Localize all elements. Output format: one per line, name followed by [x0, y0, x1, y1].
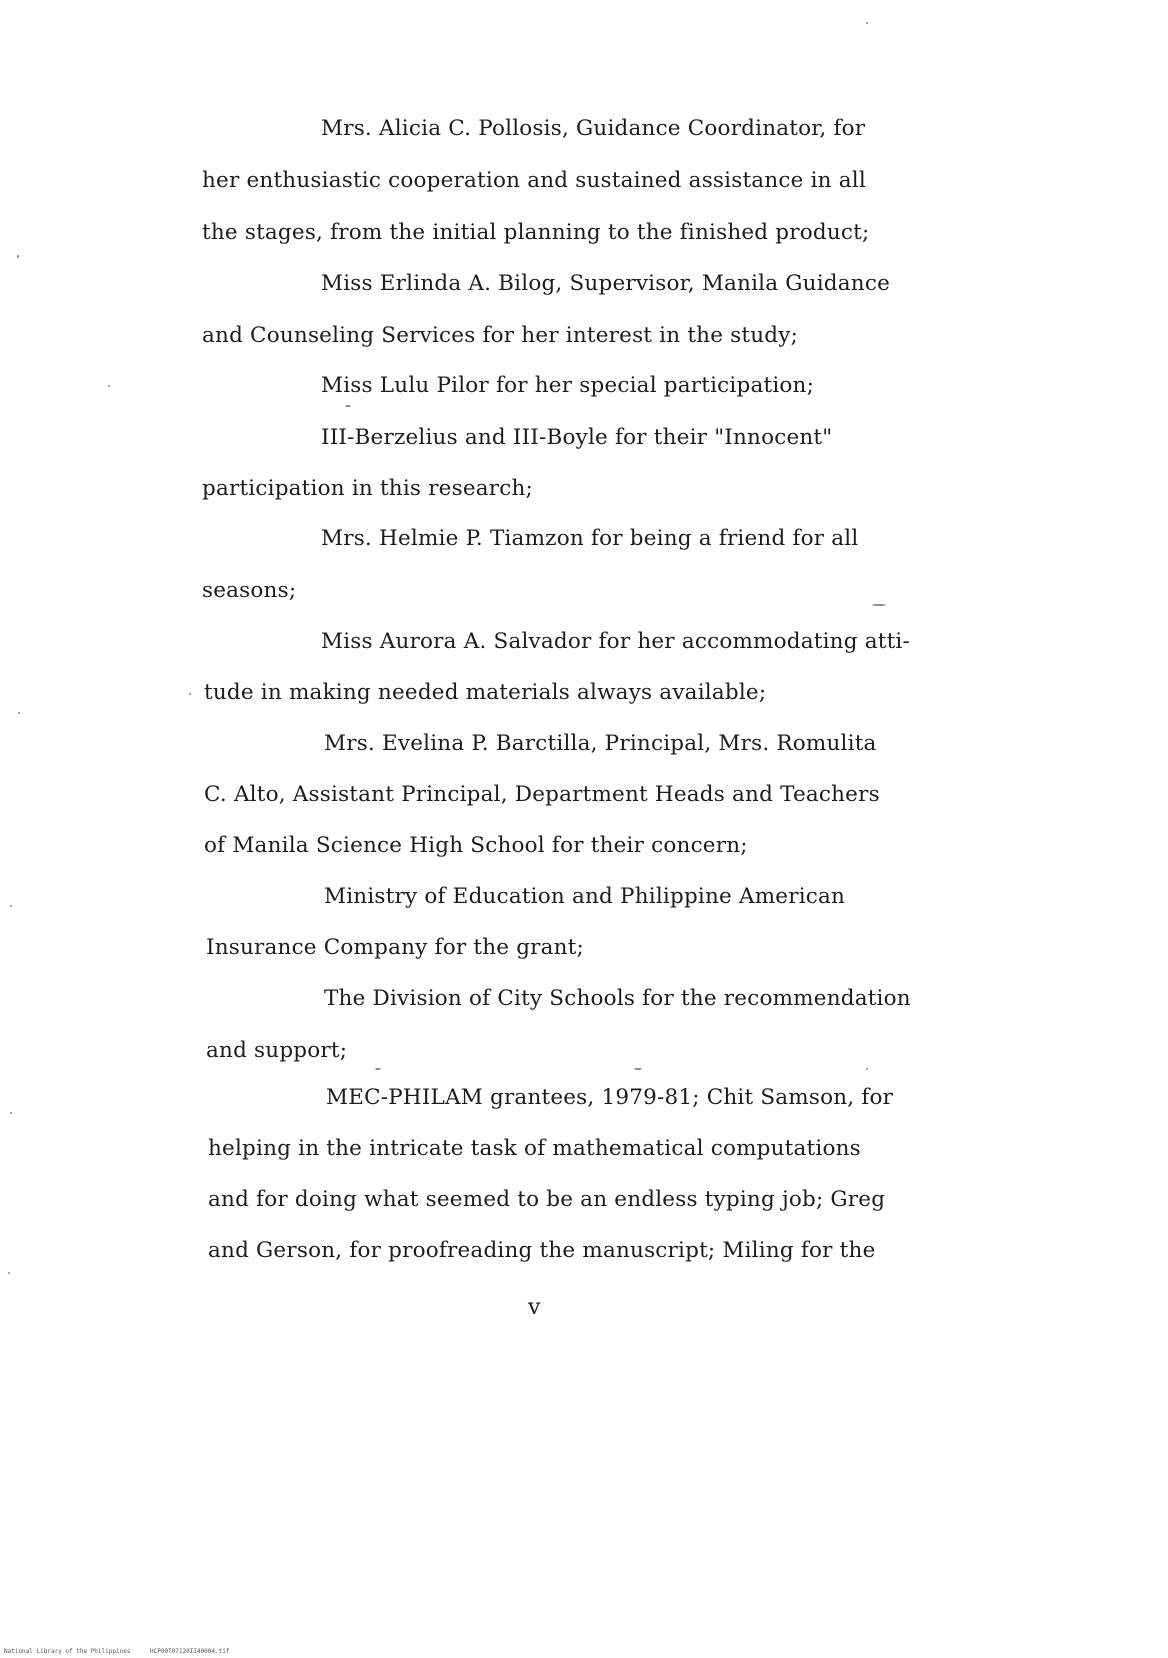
text-line: Miss Aurora A. Salvador for her accommodating atti- [321, 629, 910, 654]
text-line: the stages, from the initial planning to the finished product; [202, 220, 870, 245]
scan-speck [10, 1112, 12, 1114]
text-line: and Gerson, for proofreading the manuscript; Miling for the [208, 1238, 876, 1263]
scan-speck [10, 905, 12, 907]
text-line: Miss Erlinda A. Bilog, Supervisor, Manila Guidance [321, 271, 890, 296]
scan-speck [18, 712, 20, 714]
text-line: Mrs. Evelina P. Barctilla, Principal, Mrs. Romulita [324, 731, 877, 756]
footer-file-label: HCP00T07120II40004.tif [150, 1648, 230, 1655]
text-line: Insurance Company for the grant; [206, 935, 584, 960]
scan-speck [345, 405, 351, 407]
text-line: and Counseling Services for her interest in the study; [202, 323, 799, 348]
text-line: her enthusiastic cooperation and sustained assistance in all [202, 168, 866, 193]
scan-speck [872, 604, 886, 606]
text-line: helping in the intricate task of mathematical computations [208, 1136, 861, 1161]
footer-library-label: National Library of the Philippines [4, 1648, 131, 1655]
text-line: and for doing what seemed to be an endless typing job; Greg [208, 1187, 886, 1212]
text-line: and support; [206, 1038, 348, 1063]
text-line: tude in making needed materials always available; [204, 680, 767, 705]
scan-speck [8, 1272, 10, 1274]
page-number: v [528, 1295, 541, 1320]
text-line: Mrs. Helmie P. Tiamzon for being a friend for all [321, 526, 859, 551]
scan-speck [866, 22, 868, 24]
text-line: participation in this research; [202, 476, 533, 501]
scan-speck [634, 1068, 642, 1070]
scan-speck [375, 1068, 381, 1070]
scan-speck [108, 385, 110, 387]
text-line: seasons; [202, 578, 297, 603]
text-line: Miss Lulu Pilor for her special participation; [321, 373, 815, 398]
scan-speck [189, 693, 191, 695]
text-line: III-Berzelius and III-Boyle for their "Innocent" [321, 425, 833, 450]
text-line: Ministry of Education and Philippine American [324, 884, 846, 909]
scan-speck [866, 1068, 868, 1070]
text-line: C. Alto, Assistant Principal, Department Heads and Teachers [204, 782, 880, 807]
scan-speck [17, 255, 19, 258]
text-line: The Division of City Schools for the recommendation [324, 986, 911, 1011]
text-line: Mrs. Alicia C. Pollosis, Guidance Coordinator, for [321, 116, 866, 141]
text-line: MEC-PHILAM grantees, 1979-81; Chit Samson, for [326, 1085, 894, 1110]
text-line: of Manila Science High School for their concern; [204, 833, 748, 858]
